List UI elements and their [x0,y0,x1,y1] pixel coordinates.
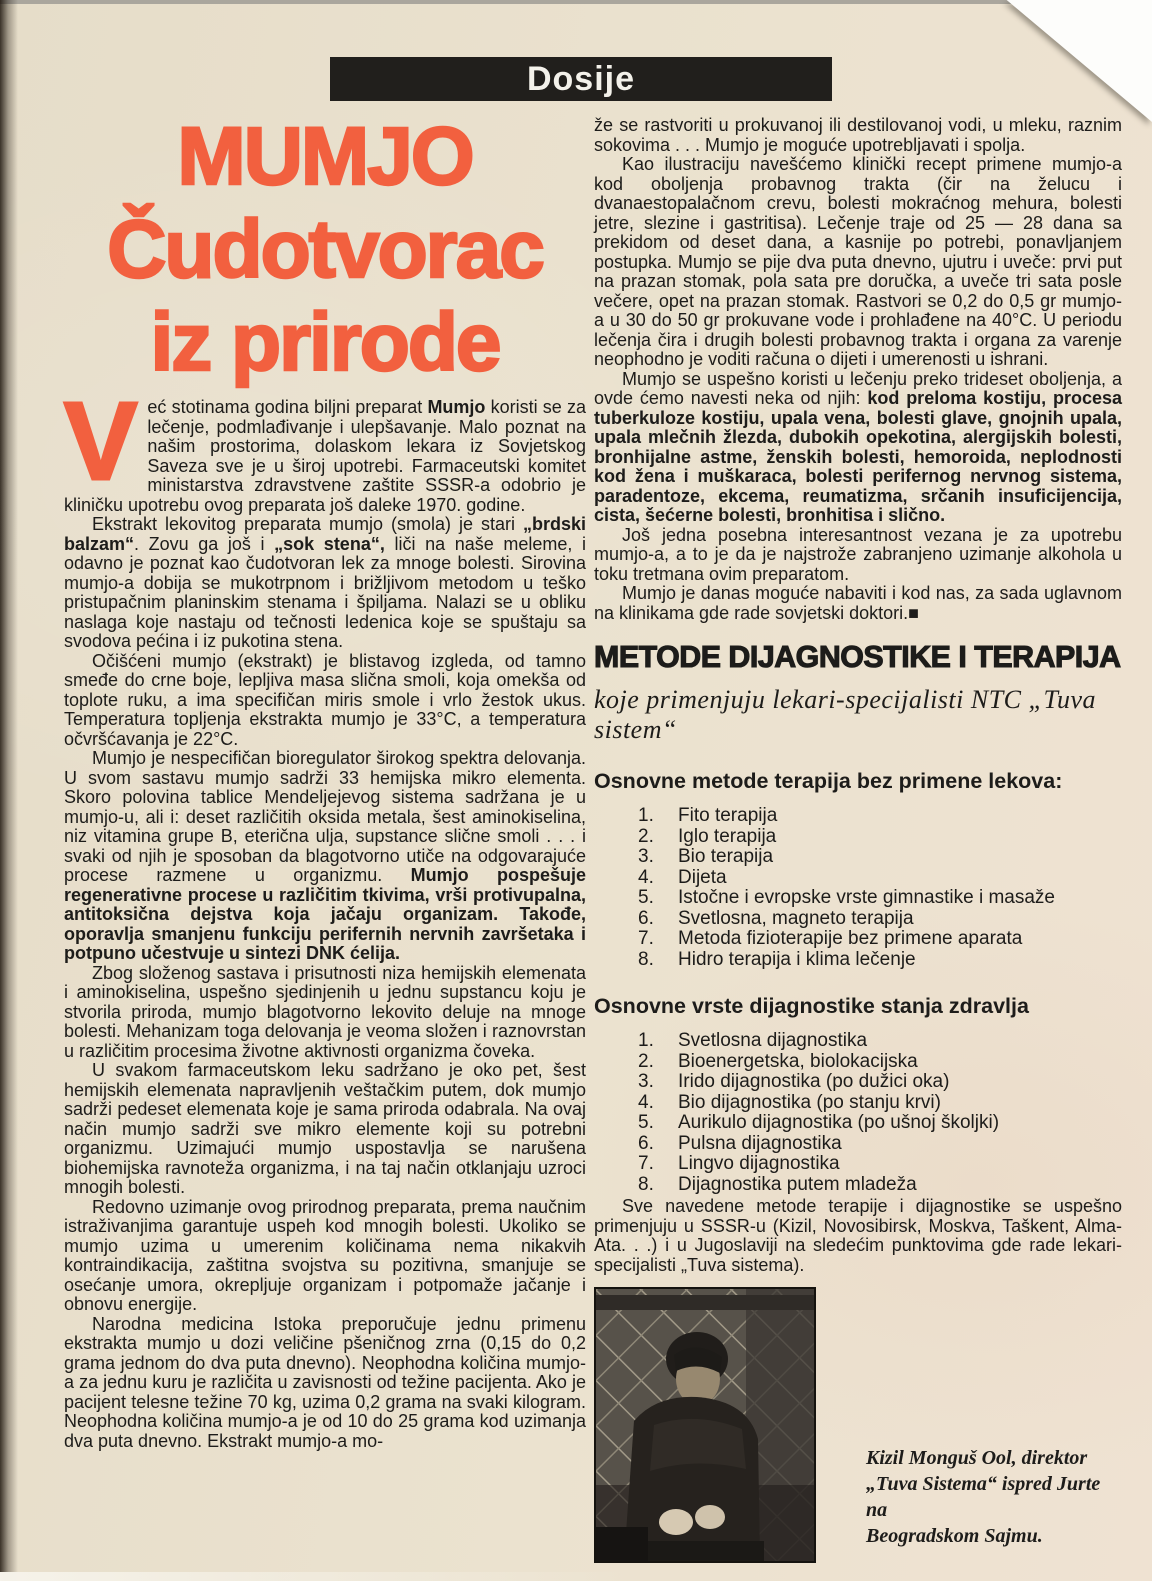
list-item: 8. Dijagnostika putem mladeža [638,1173,917,1195]
right-column [594,116,1122,1563]
caption-line: Beogradskom Sajmu. [866,1525,1043,1547]
paragraph-right-3: Mumjo se uspešno koristi u lečenju preko trideset oboljenja, a ovde ćemo navesti neka od njih: kod preloma kostiju, procesa tuberkuloze kostiju, upala vena, bolesti glave, gnojnih upala, upala mlečnih žlezda, dubokih opekotina, alergijskih bolesti, bronhijalne astme, ženskih bolesti, hemoroida, neplodnosti kod žena i muškaraca, bolesti perifernog nervnog sistema, paradentoze, ekcema, reumatizma, srčanih insuficijencija, cista, šećerne bolesti, bronhitisa i slično. [594,368,1122,525]
list-item: 6. Svetlosna, magneto terapija [638,907,914,929]
list-item: 1. Svetlosna dijagnostika [638,1030,868,1051]
list-item: 5. Aurikulo dijagnostika (po ušnoj školjki) [638,1112,1000,1133]
therapy-list [638,806,1122,970]
paragraph-right-4: Još jedna posebna interesantnost vezana je za upotrebu mumjo-a, a to je da je najstrože zabranjeno uzimanje alkohola u toku tretmana ovim preparatom. [594,524,1122,584]
photo-row [594,1287,1122,1563]
list-item: 3. Irido dijagnostika (po dužici oka) [638,1071,950,1092]
methods-section-heading: METODE DIJAGNOSTIKE I TERAPIJA [594,639,1121,674]
drop-cap: V [64,380,138,503]
paragraph-right-2: Kao ilustraciju navešćemo klinički recept primene mumjo-a kod oboljenja probavnog trakta (čir na želucu i dvanaestopalačnom crevu, bolesti mokraćnog mehura, bolesti jetre, slezine i gastritisa). Lečenje traje od 25 — 28 dana sa prekidom od deset dana, a kasnije po potrebi, ponavljanjem postupka. Mumjo se pije dva puta dnevno, ujutru i uveče: prvi put na prazan stomak, pola sata pre doručka, a uveče tri sata posle večere, opet na prazan stomak. Rastvori se 0,2 do 0,5 gr mumjo-a u 30 do 50 gr prokuvane vode i prohlađene na 40°C. U periodu lečenja čira i drugih bolesti probavnog trakta i organa za varenje neophodno je voditi računa o dijeti i umerenosti u ishrani. [594,154,1122,369]
paragraph-left-1: Već stotinama godina biljni preparat Mumjo koristi se za lečenje, podmlađivanje i ulepšavanje. Malo poznat na našim prostorima, dolaskom lekara iz Sovjetskog Saveza sve je u široj upotrebi. Farmaceutski komitet ministarstva zdravstvene zaštite SSSR-a odobrio je kliničku upotrebu ovog preparata još daleke 1970. godine. [64,380,586,515]
paragraph-left-6: U svakom farmaceutskom leku sadržano je oko pet, šest hemijskih elemenata napravljenih veštačkim putem, dok mumjo sadrži pedeset elemenata koje je sama priroda odabrala. Na ovaj način mumjo sadrži sve mikro elemente koji su potrebni organizmu. Uzimajući mumjo uspostavlja se narušena biohemijska ravnoteža organizma, i na taj način otklanjaju uzroci mnogih bolesti. [64,1060,586,1197]
page-bottom-edge [0,1572,640,1581]
therapy-list-heading: Osnovne metode terapija bez primene lekova: [594,769,1063,793]
photo-illustration [596,1289,814,1561]
photo-caption [866,1445,1122,1563]
list-item: 1. Fito terapija [638,805,778,826]
article-body-right [594,116,1122,623]
closing-paragraph: Sve navedene metode terapije i dijagnostike se uspešno primenjuju u SSSR-u (Kizil, Novosibirsk, Moskva, Taškent, Alma-Ata. . .) i u Jugoslaviji na sledećim punktovima gde rade lekari-specijalisti „Tuva sistema). [594,1196,1122,1275]
paragraph-left-3: Očišćeni mumjo (ekstrakt) je blistavog izgleda, od tamno smeđe do crne boje, lepljiva masa slična smoli, koja omekša od toplote ruku, a ima specifičan miris smole i vrlo žestok ukus. Temperatura topljenja ekstrakta mumjo je 33°C, a temperatura očvršćavanja je 22°C. [64,650,586,749]
list-item: 7. Metoda fizioterapije bez primene aparata [638,928,1023,949]
title-line: MUMJO [177,111,473,202]
paragraph-right-5: Mumjo je danas moguće nabaviti i kod nas, za sada uglavnom na klinikama gde rade sovjetski doktori.■ [594,583,1122,623]
list-item: 7. Lingvo dijagnostika [638,1153,840,1174]
list-item: 5. Istočne i evropske vrste gimnastike i masaže [638,887,1055,908]
page-corner-fold [994,0,1152,122]
article-title [64,110,586,389]
article-body-left [64,380,587,1451]
caption-line: Kizil Monguš Ool, direktor [866,1447,1088,1469]
section-header-bar [330,57,832,101]
paragraph-left-5: Zbog složenog sastava i prisutnosti niza hemijskih elemenata i aminokiselina, uspešno sjedinjenih u jednu supstancu koju je stvorila priroda, mumjo blagotvorno lekovito deluje na mnoge bolesti. Mehanizam toga delovanja je veoma složen i raznovrstan u različitim procesima životne aktivnosti organizma čoveka. [64,962,586,1061]
diagnostics-list-heading: Osnovne vrste dijagnostike stanja zdravlja [594,994,1029,1018]
list-item: 4. Dijeta [638,866,727,888]
list-item: 8. Hidro terapija i klima lečenje [638,948,916,970]
list-item: 4. Bio dijagnostika (po stanju krvi) [638,1091,941,1113]
list-item: 2. Bioenergetska, biolokacijska [638,1050,918,1072]
title-line: Čudotvorac [107,204,543,295]
paragraph-left-4: Mumjo je nespecifičan bioregulator širokog spektra delovanja. U svom sastavu mumjo sadrži 33 hemijska mikro elementa. Skoro polovina tablice Mendeljejevog sistema sadržana je u mumjo-u, ali i: deset različitih oksida metala, šest aminokiselina, niz vitamina grupe B, eterična ulja, supstance slične smoli . . . i svaki od njih je sposoban da blagotvorno utiče na odgovarajuće procese razmene u organizmu. Mumjo pospešuje regenerativne procese u različitim tkivima, vrši protivupalna, antitoksična dejstva koja jačaju organizam. Takođe, oporavlja smanjenu funkciju perifernih nervnih završetaka i potpuno učestvuje u sintezi DNK ćelija. [64,748,587,963]
paragraph-left-7: Redovno uzimanje ovog prirodnog preparata, prema naučnim istraživanjima garantuje uspeh kod mnogih bolesti. Ukoliko se mumjo uzima u umerenim količinama nema nikakvih kontraindikacija, zaštitna svojstva su pozitivna, smanjuje se osećanje umora, okrepljuje organizam i potpomaže jačanje i obnovu energije. [64,1196,586,1314]
page-top-edge [0,0,1152,4]
paragraph-left-2: Ekstrakt lekovitog preparata mumjo (smola) je stari „brdski balzam“. Zovu ga još i „sok stena“, liči na naše meleme, i odavno je poznat kao čudotvoran lek za mnoge bolesti. Sirovina mumjo-a dobija se mukotrpnom i brižljivom metodom u teško pristupačnim planinskim stenama i špiljama. Nalazi se u obliku naslaga koje nastaju od tečnosti ledenica koje se spuštaju sa svodova pećina i iz pukotina stena. [64,514,587,651]
paragraph-right-1: že se rastvoriti u prokuvanoj ili destilovanoj vodi, u mleku, raznim sokovima . . . Mumjo je moguće upotrebljavati i spolja. [594,115,1122,155]
list-item: 2. Iglo terapija [638,825,777,847]
title-line: iz prirode [150,297,500,388]
section-header-label: Dosije [526,59,636,98]
page-spine-shadow [0,0,18,1581]
diagnostics-list [638,1031,1122,1195]
methods-section-subtitle: koje primenjuju lekari-specijalisti NTC „Tuva sistem“ [594,685,1097,744]
photo-kizil-mongus-ool [594,1287,816,1563]
list-item: 3. Bio terapija [638,846,774,867]
caption-line: „Tuva Sistema“ ispred Jurte na [866,1473,1101,1521]
left-column [64,110,586,1451]
paragraph-left-8: Narodna medicina Istoka preporučuje jednu primenu ekstrakta mumjo u dozi veličine pšeničnog zrna (0,15 do 0,2 grama jednom do dva puta dnevno). Neophodna količina mumjo-a za jednu kuru je različita u zavisnosti od težine pacijenta. Ako je pacijent telesne težine 70 kg, uzima 0,2 grama na svaki kilogram. Neophodna količina mumjo-a je od 10 do 25 grama kod uzimanja dva puta dnevno. Ekstrakt mumjo-a mo- [64,1313,586,1451]
closing-paragraph-wrap [594,1197,1122,1275]
list-item: 6. Pulsna dijagnostika [638,1132,842,1154]
